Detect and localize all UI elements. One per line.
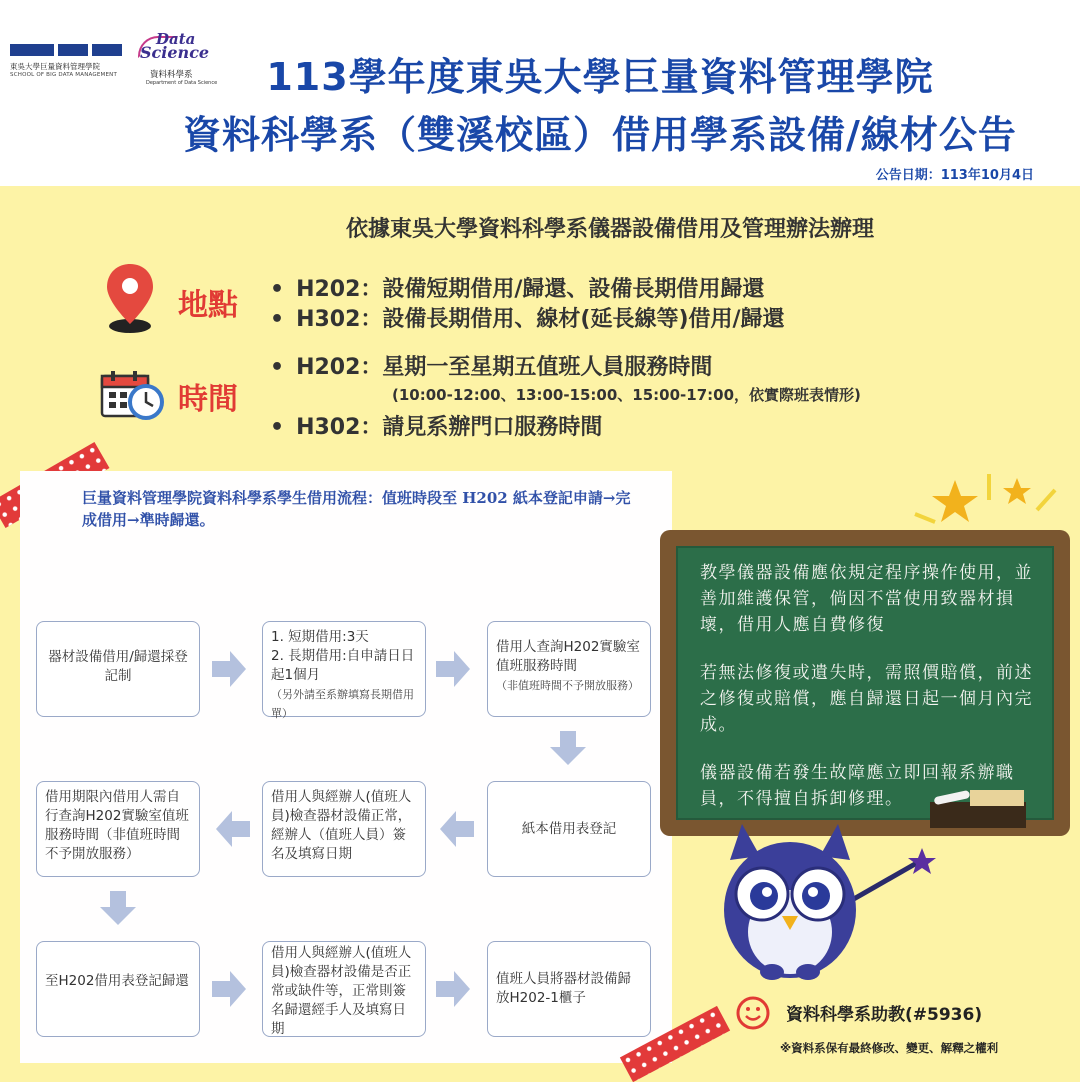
arrow-right-icon (436, 971, 472, 1007)
rights-notice: ※資料系保有最終修改、變更、解釋之權利 (780, 1041, 999, 1055)
logo-dept-en: Department of Data Science (146, 80, 218, 86)
arrow-left-icon (214, 811, 250, 847)
flow-step-9: 值班人員將器材設備歸放H202-1櫃子 (487, 941, 651, 1037)
flow-step-2-long: 2. 長期借用:自申請日日起1個月 (271, 648, 415, 683)
school-logo-en: SCHOOL OF BIG DATA MANAGEMENT (10, 72, 118, 78)
logo-science-text: Science (140, 43, 210, 62)
arrow-right-icon (212, 971, 248, 1007)
arrow-right-icon (436, 651, 472, 687)
flow-step-3-note: （非值班時間不予開放服務） (496, 679, 639, 692)
contact-info: 資料科學系助教(#5936) (786, 1005, 983, 1025)
announcement-date: 公告日期：113年10月4日 (875, 168, 1034, 183)
rule-3: 儀器設備若發生故障應立即回報系辦職員，不得擅自拆卸修理。 (700, 763, 1015, 809)
location-item-h202: • H202：設備短期借用/歸還、設備長期借用歸還 (270, 272, 764, 303)
arrow-left-icon (438, 811, 474, 847)
chalk-eraser-icon (930, 782, 1030, 830)
flow-step-2 (262, 621, 426, 720)
logo-dept-zh: 資料科學系 (150, 70, 193, 80)
logo-data-text: Data (156, 30, 196, 48)
flow-step-2-short: 1. 短期借用:3天 (271, 629, 369, 645)
arrow-down-icon (550, 731, 586, 767)
time-item-h202-hours: (10:00-12:00、13:00-15:00、15:00-17:00，依實際班表情形) (392, 386, 861, 404)
school-logo (10, 44, 132, 84)
school-logo-zh: 東吳大學巨量資料管理學院 (10, 62, 100, 71)
flow-step-3 (487, 621, 651, 717)
calendar-clock-icon (100, 370, 166, 422)
flow-step-6: 借用期限內借用人需自行查詢H202實驗室值班服務時間（非值班時間不予開放服務） (36, 781, 200, 877)
borrowing-flowchart (20, 471, 672, 1063)
flow-step-8: 借用人與經辦人(值班人員)檢查器材設備是否正常或缺件等，正常則簽名歸還經手人及填寫日期 (262, 941, 426, 1037)
flow-step-1: 器材設備借用/歸還採登記制 (36, 621, 200, 717)
rule-1: 教學儀器設備應依規定程序操作使用，並善加維護保管，倘因不當使用致器材損壞，借用人應自費修復 (700, 563, 1033, 635)
flow-step-7: 至H202借用表登記歸還 (36, 941, 200, 1037)
flow-step-4: 紙本借用表登記 (487, 781, 651, 877)
rule-2: 若無法修復或遺失時，需照價賠償，前述之修復或賠償，應自歸還日起一個月內完成。 (700, 663, 1033, 735)
time-item-h202: • H202：星期一至星期五值班人員服務時間 (270, 350, 712, 381)
location-pin-icon (104, 262, 156, 336)
location-label: 地點 (178, 288, 238, 323)
time-label: 時間 (178, 382, 238, 417)
owl-mascot-icon (712, 820, 942, 985)
flow-step-2-note: （另外請至系辦填寫長期借用單） (271, 688, 414, 720)
title-line-1: 113學年度東吳大學巨量資料管理學院 (266, 55, 934, 99)
smile-icon (736, 996, 770, 1030)
flowchart-title: 巨量資料管理學院資料科學系學生借用流程：值班時段至 H202 紙本登記申請→完成借用→準時歸還。 (82, 489, 631, 529)
flow-step-5: 借用人與經辦人(值班人員)檢查器材設備正常，經辦人（值班人員）簽名及填寫日期 (262, 781, 426, 877)
arrow-right-icon (212, 651, 248, 687)
title-line-2: 資料科學系（雙溪校區）借用學系設備/線材公告 (183, 113, 1017, 157)
time-item-h302: • H302：請見系辦門口服務時間 (270, 410, 602, 441)
header-banner (0, 0, 1080, 186)
arrow-down-icon (100, 891, 136, 927)
flow-step-3-main: 借用人查詢H202實驗室值班服務時間 (496, 639, 640, 674)
basis-text: 依據東吳大學資料科學系儀器設備借用及管理辦法辦理 (345, 217, 874, 242)
data-science-logo (138, 30, 220, 92)
location-item-h302: • H302：設備長期借用、線材(延長線等)借用/歸還 (270, 302, 785, 333)
